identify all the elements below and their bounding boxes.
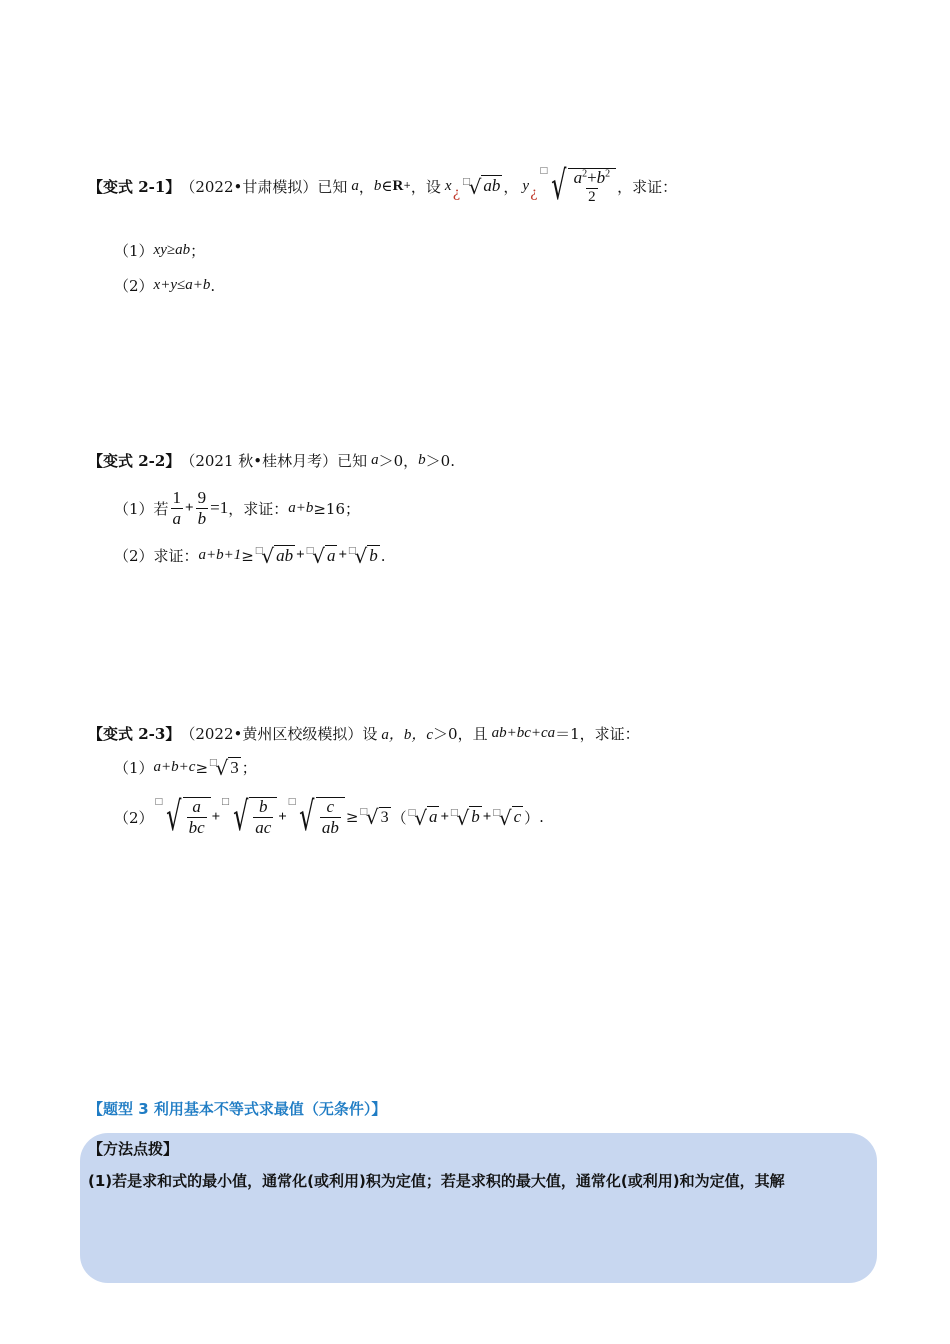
- radical-a: □ √ a: [407, 805, 438, 830]
- variant-2-2-part-2: [114, 544, 386, 569]
- radical-ab: □ √ ab: [254, 544, 294, 569]
- relation: ＞0.: [425, 452, 455, 470]
- radicand: 3: [230, 758, 239, 777]
- denominator: ac: [255, 818, 272, 838]
- plus: +: [440, 808, 449, 825]
- radical-index: □: [450, 807, 459, 818]
- variant-2-1-part-2: [114, 275, 215, 296]
- variant-2-1-header: 【变式 2-1】: [88, 177, 181, 196]
- plus: +: [185, 499, 194, 516]
- denominator: a: [172, 508, 182, 528]
- denominator-2: 2: [588, 189, 596, 206]
- unknown-glyph: ¿: [530, 185, 538, 201]
- radical-index: □: [154, 797, 164, 807]
- prove-text: ，求证：: [228, 499, 289, 518]
- unknown-glyph: ¿: [452, 185, 461, 201]
- plus: +: [211, 808, 221, 825]
- positive-subscript: +: [403, 181, 411, 191]
- radical-index: □: [209, 758, 218, 769]
- radical-index: □: [348, 546, 357, 557]
- variant-2-3-header: 【变式 2-3】: [88, 725, 181, 743]
- part-expr: x+y≤a+b: [153, 277, 211, 293]
- radicand: c: [513, 807, 522, 827]
- vars: a，b，c: [381, 727, 434, 743]
- variant-2-3-part-2: [114, 792, 544, 842]
- radicand: a: [326, 546, 336, 565]
- part-label: （2）: [114, 808, 154, 827]
- equals-prove: ＝1，求证：: [555, 725, 640, 743]
- numerator-a: a: [573, 168, 583, 188]
- radical-b-over-ac: □ √ $\frac{b}{ac}$: [221, 797, 277, 837]
- fraction-1-over-a: [171, 489, 184, 528]
- variant-2-3-part-1: [114, 756, 257, 781]
- part-label: （1）: [114, 242, 154, 260]
- part-label: （1）若: [114, 499, 169, 518]
- var-y: y: [522, 177, 530, 194]
- var-a: a: [371, 452, 379, 468]
- var-b: b: [373, 177, 382, 194]
- punct: .: [210, 276, 216, 295]
- denominator: ab: [321, 818, 339, 838]
- radicand: b: [369, 546, 378, 565]
- part-expr: a+b+c: [153, 759, 196, 776]
- radical-a: □ √ a: [305, 544, 336, 569]
- part-label: （1）: [114, 759, 154, 778]
- radical-index: □: [539, 166, 549, 176]
- plus: +: [278, 808, 287, 825]
- radical-ab: □ √ ab: [462, 174, 501, 199]
- radical-index: □: [407, 807, 417, 818]
- punct: .: [380, 546, 386, 565]
- geq: ≥: [241, 546, 254, 565]
- relation: ≥16；: [313, 499, 360, 518]
- part-label: （2）: [114, 277, 154, 295]
- plus: +: [296, 547, 305, 564]
- part-expr: xy≥ab: [153, 242, 191, 258]
- section-3-title: 【题型 3 利用基本不等式求最值（无条件）】: [88, 1100, 387, 1118]
- variant-2-3-stem: [88, 723, 640, 744]
- radical-c-over-ab: □ √ $\frac{c}{ab}$: [288, 797, 345, 837]
- part-expr: a+b: [288, 499, 314, 516]
- variant-2-2-header: 【变式 2-2】: [88, 452, 181, 470]
- radical-b: □ √ b: [450, 805, 480, 830]
- radical-c: □ √ c: [492, 805, 522, 830]
- method-title: 【方法点拨】: [88, 1140, 179, 1158]
- plus: +: [587, 168, 597, 188]
- exponent: 2: [605, 168, 611, 180]
- radical-index: □: [287, 797, 297, 807]
- radicand: ab: [276, 546, 294, 565]
- radical-index: □: [305, 546, 315, 557]
- condition: ＞0，且: [433, 725, 488, 743]
- radicand-ab: ab: [483, 176, 501, 196]
- variant-2-1-source: （2022•甘肃模拟）已知: [180, 177, 348, 196]
- punct: ；: [190, 242, 206, 260]
- radical-index: □: [221, 797, 230, 807]
- radical-b: □ √ b: [348, 544, 378, 569]
- punct: .: [539, 808, 544, 826]
- numerator-b: b: [596, 168, 606, 188]
- paren: （: [391, 808, 407, 827]
- var-a: a: [351, 177, 359, 194]
- variant-2-3-source: （2022•黄州区校级模拟）设: [180, 725, 378, 743]
- plus: +: [482, 808, 492, 825]
- geq: ≥: [195, 758, 209, 777]
- var-b: b: [418, 452, 426, 468]
- radical-mean-square: □ √ $\frac{a^2+b^2}{2}$: [540, 166, 617, 206]
- radicand: a: [428, 807, 438, 827]
- radical-3: □ √ 3: [209, 756, 239, 781]
- comma: ，: [358, 177, 374, 196]
- radicand: b: [471, 807, 480, 827]
- real-numbers-symbol: R: [392, 177, 404, 194]
- method-box: [80, 1133, 877, 1283]
- radical-index: □: [492, 807, 501, 818]
- variant-2-2-source: （2021 秋•桂林月考）已知: [180, 452, 368, 470]
- part-label: （2）求证：: [114, 547, 199, 566]
- geq: ≥: [345, 808, 359, 826]
- method-text: (1)若是求和式的最小值，通常化(或利用)积为定值；若是求积的最大值，通常化(或利用)和为定值，其解: [88, 1172, 785, 1190]
- radical-index: □: [359, 807, 368, 818]
- numerator: 1: [172, 487, 182, 507]
- radical-3: □ √ 3: [359, 805, 389, 830]
- part-expr: a+b+1: [198, 547, 242, 564]
- paren: ）: [524, 808, 540, 827]
- numerator: 9: [197, 487, 207, 507]
- var-x: x: [444, 177, 452, 194]
- radical-a-over-bc: □ √ $\frac{a}{bc}$: [155, 797, 211, 837]
- exponent: 2: [582, 168, 588, 180]
- radical-index: □: [462, 176, 471, 187]
- prove-text: ，求证：: [617, 177, 678, 196]
- numerator: a: [192, 797, 201, 817]
- radical-index: □: [254, 546, 264, 557]
- equals-one: =1: [210, 498, 229, 517]
- variant-2-1-part-1: [114, 240, 205, 261]
- numerator: c: [326, 797, 335, 817]
- plus: +: [338, 547, 348, 564]
- element-of-symbol: ∈: [381, 177, 393, 195]
- relation: ＞0，: [378, 452, 419, 470]
- punct: ；: [241, 759, 257, 778]
- sum-expr: ab+bc+ca: [491, 725, 556, 741]
- radicand: 3: [380, 808, 389, 826]
- denominator: b: [197, 508, 207, 528]
- set-text: ，设: [410, 177, 441, 196]
- variant-2-2-part-1: [114, 486, 360, 530]
- fraction-9-over-b: [196, 489, 209, 528]
- variant-2-2-stem: [88, 450, 455, 471]
- comma: ，: [503, 177, 519, 196]
- denominator: bc: [188, 818, 205, 838]
- numerator: b: [258, 797, 268, 817]
- variant-2-1-stem: [88, 158, 677, 214]
